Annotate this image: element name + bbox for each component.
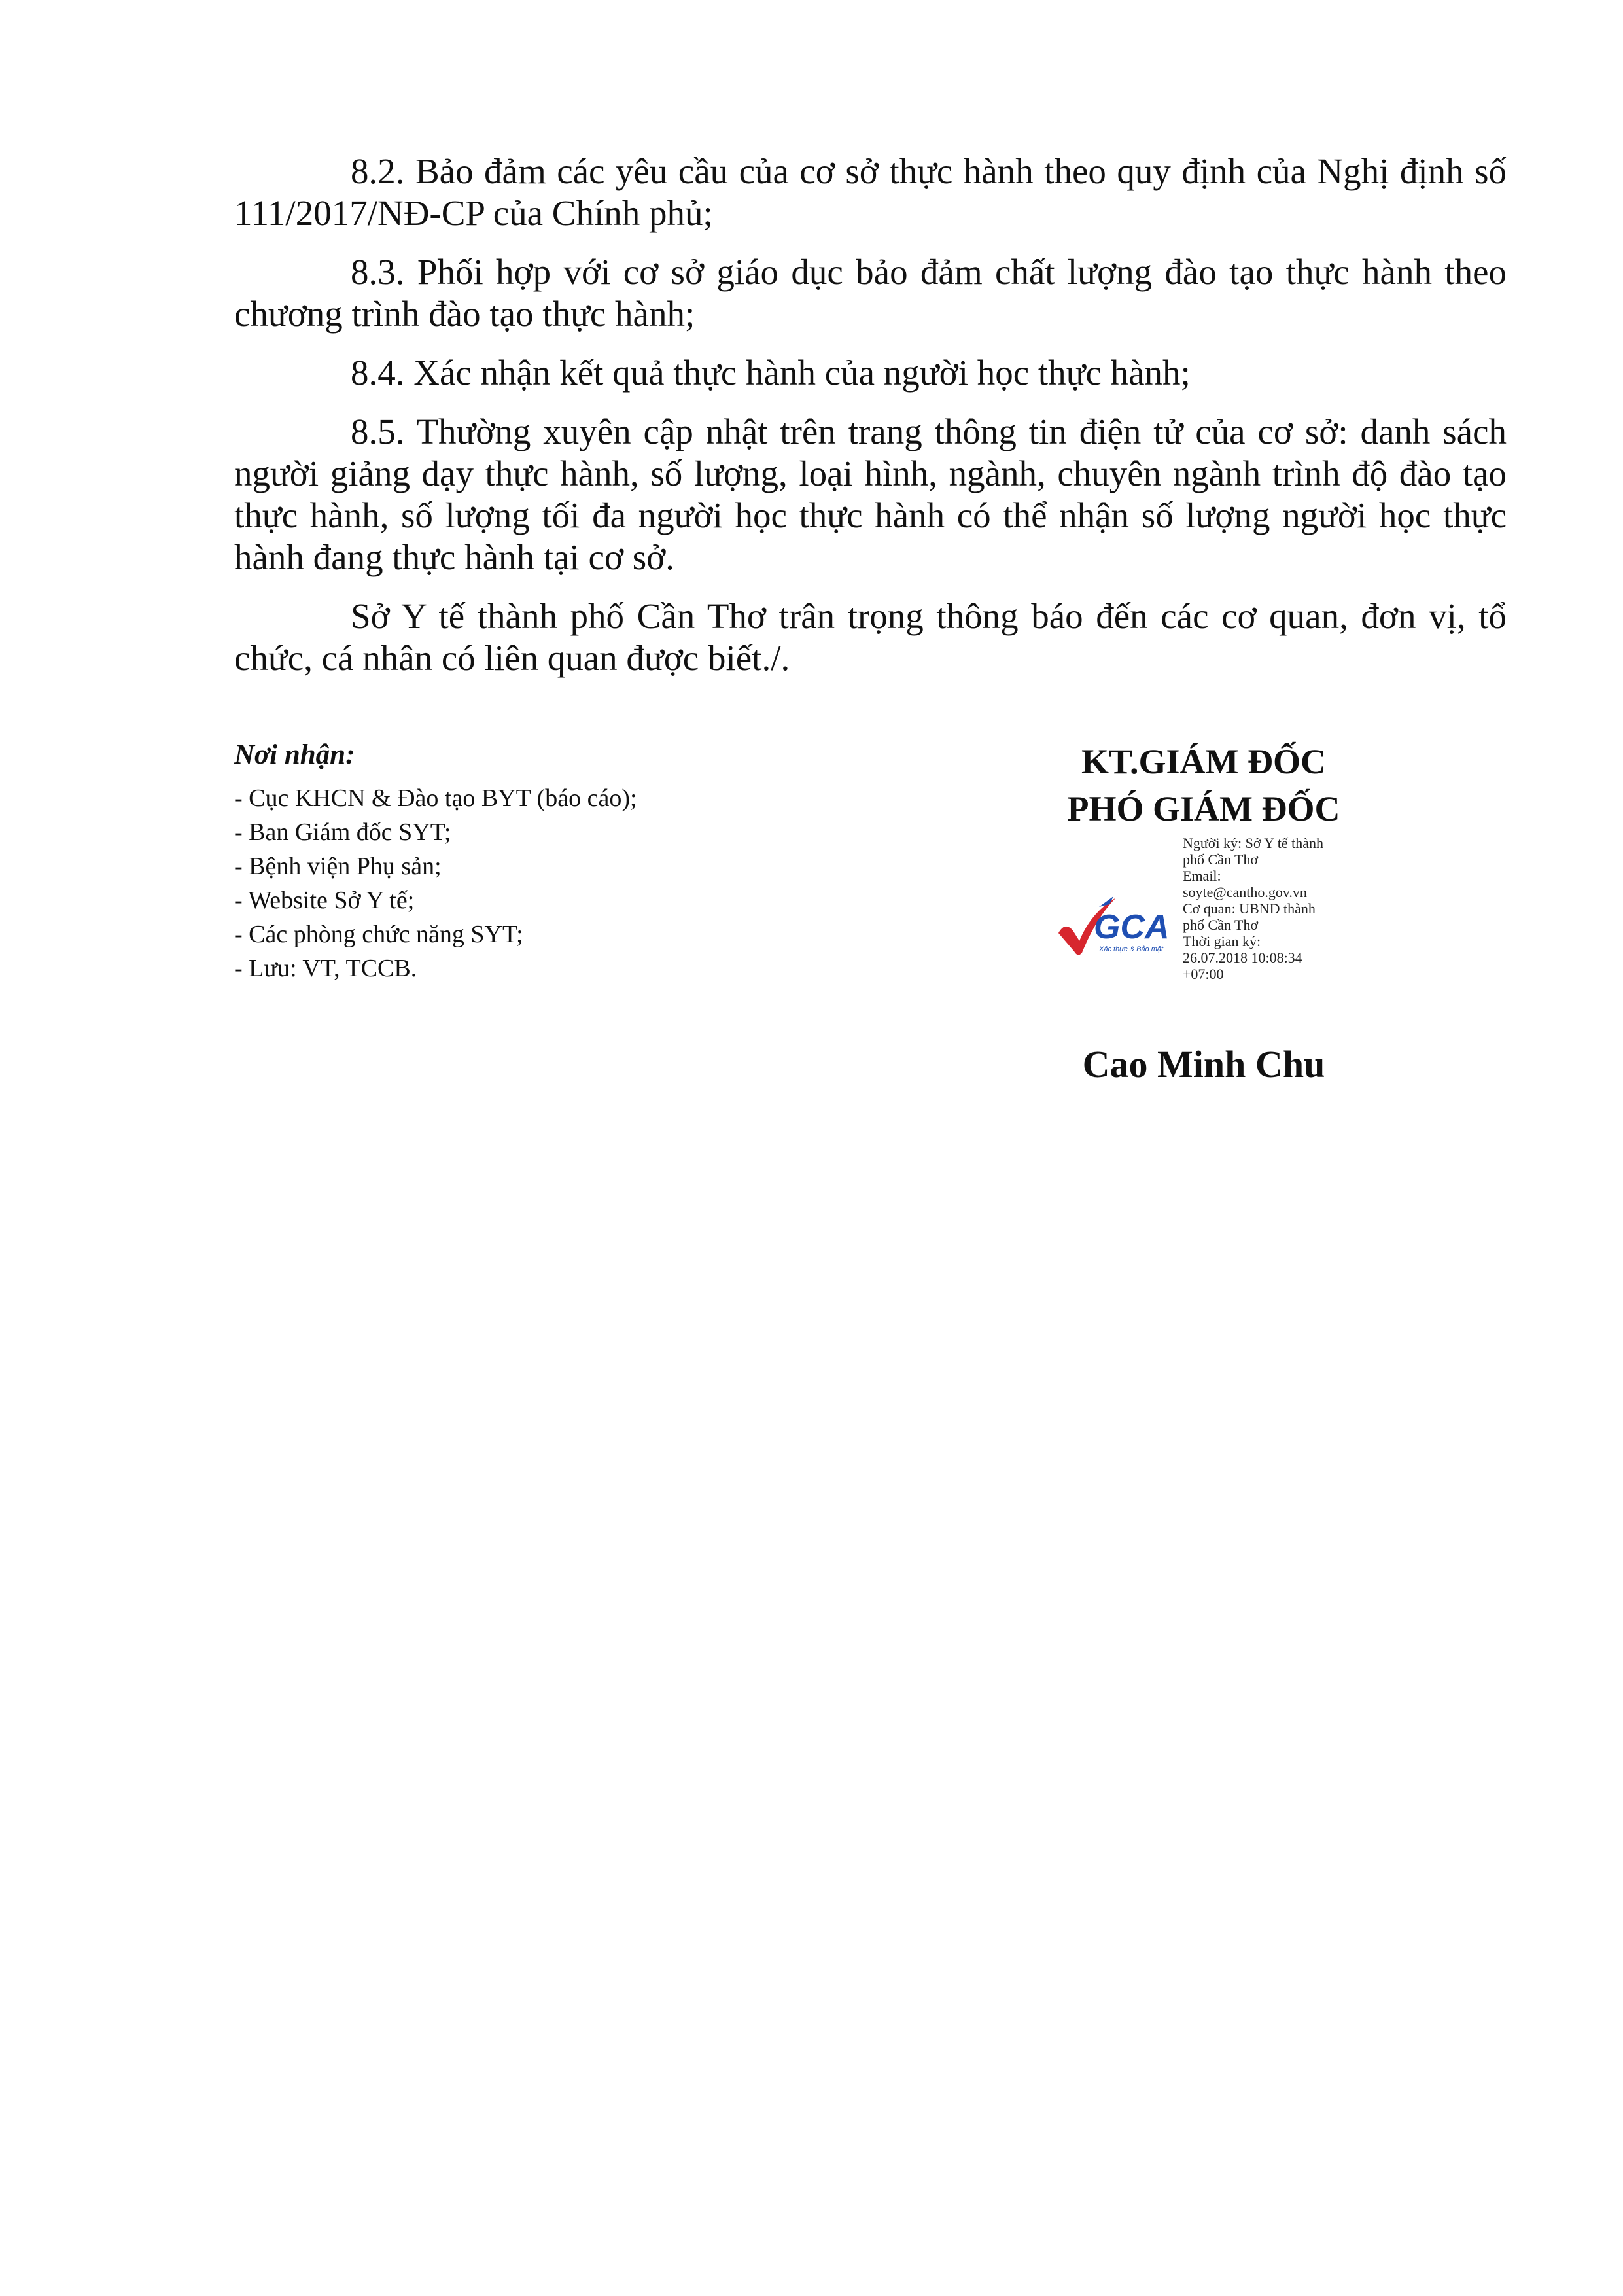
digital-signature-stamp (1021, 835, 1387, 1025)
recipient-item: - Các phòng chức năng SYT; (234, 921, 523, 948)
signature-email: soyte@cantho.gov.vn (1183, 884, 1307, 900)
signature-time-label: Thời gian ký: (1183, 933, 1261, 949)
recipient-item: - Bệnh viện Phụ sản; (234, 853, 442, 880)
recipient-item: - Cục KHCN & Đào tạo BYT (báo cáo); (234, 785, 637, 812)
signature-title-line1: KT.GIÁM ĐỐC (1081, 742, 1326, 781)
paragraph-8-5: 8.5. Thường xuyên cập nhật trên trang thông tin điện tử của cơ sở: danh sách người giảng dạy thực hành, số lượng, loại hình, ngành, chuyên ngành trình độ đào tạo thực hành, số lượng tối đa người học thực hành có thể nhận số lượng người học thực hành đang thực hành tại cơ sở. (234, 412, 1507, 577)
recipient-item: - Website Sở Y tế; (234, 887, 415, 914)
document-body (234, 150, 1507, 696)
gca-logo-subtitle: Xác thực & Bảo mật (1099, 945, 1164, 953)
recipients-title: Nơi nhận: (234, 739, 355, 770)
recipient-item: - Ban Giám đốc SYT; (234, 819, 451, 846)
digital-signature-info (1183, 835, 1340, 982)
recipients-list (234, 781, 888, 985)
recipients-block (234, 738, 888, 985)
gca-logo-text: GCA (1094, 908, 1170, 946)
recipient-item: - Lưu: VT, TCCB. (234, 955, 417, 982)
signature-title-line2: PHÓ GIÁM ĐỐC (1067, 789, 1340, 828)
signature-signer: Người ký: Sở Y tế thành phố Cần Thơ (1183, 835, 1324, 868)
paragraph-8-4: 8.4. Xác nhận kết quả thực hành của người học thực hành; (351, 353, 1191, 393)
signature-block (1021, 738, 1387, 1087)
paragraph-8-3: 8.3. Phối hợp với cơ sở giáo dục bảo đảm chất lượng đào tạo thực hành theo chương trình đào tạo thực hành; (234, 252, 1507, 334)
signature-email-label: Email: (1183, 868, 1221, 884)
paragraph-8-2: 8.2. Bảo đảm các yêu cầu của cơ sở thực hành theo quy định của Nghị định số 111/2017/NĐ-CP của Chính phủ; (234, 151, 1507, 233)
signature-time: 26.07.2018 10:08:34 +07:00 (1183, 949, 1302, 982)
signature-agency: Cơ quan: UBND thành phố Cần Thơ (1183, 900, 1316, 933)
closing-paragraph: Sở Y tế thành phố Cần Thơ trân trọng thông báo đến các cơ quan, đơn vị, tổ chức, cá nhân có liên quan được biết./. (234, 596, 1507, 678)
signer-name: Cao Minh Chu (1082, 1043, 1325, 1086)
gca-logo-icon (1053, 892, 1178, 964)
